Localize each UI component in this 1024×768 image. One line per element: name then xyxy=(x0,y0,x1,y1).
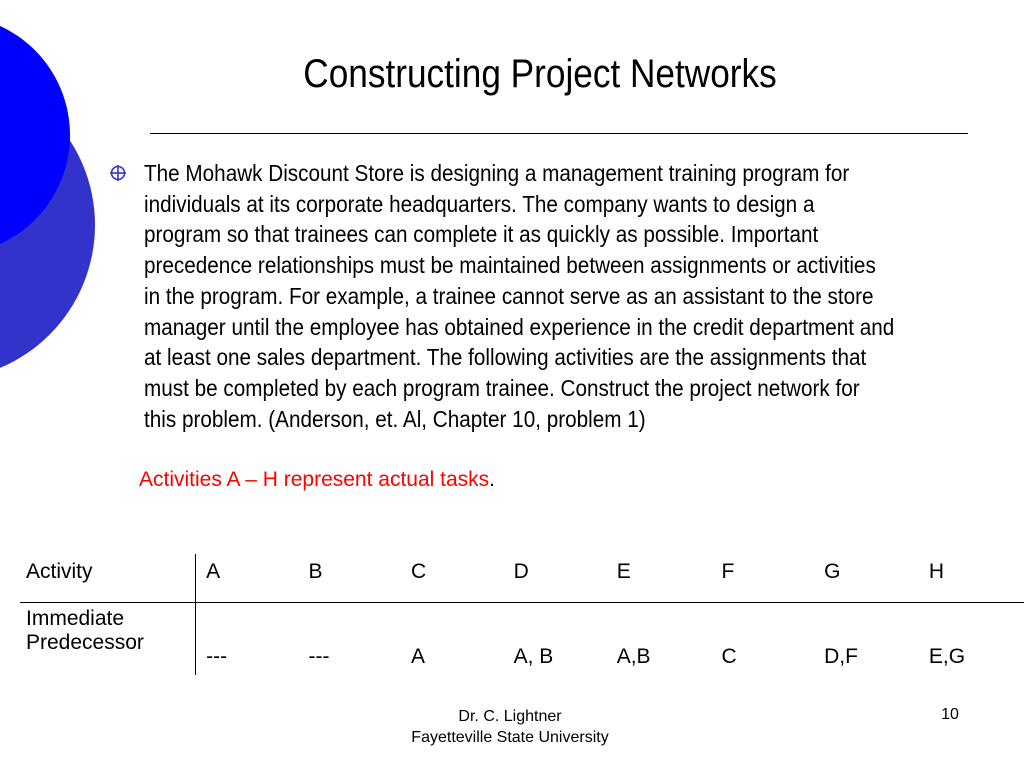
description-line: manager until the employee has obtained experience in the credit department and xyxy=(144,313,895,340)
activity-cell: H xyxy=(928,560,945,583)
activities-note-text: Activities A – H represent actual tasks xyxy=(139,468,490,491)
activity-cell: D xyxy=(513,560,529,583)
predecessor-cell: A,B xyxy=(607,603,712,676)
activities-note-period: . xyxy=(489,468,496,491)
crosshair-bullet-icon xyxy=(108,163,128,183)
slide-title: Constructing Project Networks xyxy=(303,52,777,96)
predecessor-label-line2: Predecessor xyxy=(26,631,144,654)
activity-cell: C xyxy=(410,560,427,583)
description-line: program so that trainees can complete it as quickly as possible. Important xyxy=(144,221,819,248)
footer-credit xyxy=(360,706,660,748)
description-line: in the program. For example, a trainee cannot serve as an assistant to the store xyxy=(144,282,874,309)
page-number: 10 xyxy=(941,706,959,723)
predecessor-row xyxy=(20,603,1024,676)
footer-institution: Fayetteville State University xyxy=(411,729,609,746)
activity-cell: G xyxy=(824,560,841,583)
footer-author: Dr. C. Lightner xyxy=(458,708,562,725)
predecessor-cell: A, B xyxy=(504,603,607,676)
activity-row-label: Activity xyxy=(20,554,196,603)
predecessor-cell: D,F xyxy=(814,603,919,676)
predecessor-cell: --- xyxy=(299,603,401,676)
description-line: The Mohawk Discount Store is designing a management training program for xyxy=(144,160,850,186)
description-line: this problem. (Anderson, et. Al, Chapter 10, problem 1) xyxy=(144,405,646,432)
description-line: precedence relationships must be maintained between assignments or activities xyxy=(144,252,876,279)
description-line: must be completed by each program trainee. Construct the project network for xyxy=(144,374,860,401)
predecessor-cell: E,G xyxy=(919,603,1024,676)
description-line: individuals at its corporate headquarters. The company wants to design a xyxy=(144,190,815,217)
predecessor-cell: A xyxy=(401,603,504,676)
problem-description xyxy=(144,158,936,434)
activity-row xyxy=(20,554,1024,603)
activity-cell: F xyxy=(721,560,735,583)
activity-cell: E xyxy=(616,560,631,583)
activity-cell: A xyxy=(206,560,221,583)
predecessor-cell: C xyxy=(711,603,814,676)
predecessor-row-label xyxy=(20,603,196,676)
predecessor-cell: --- xyxy=(196,603,299,676)
decorative-circles xyxy=(0,0,120,400)
predecessor-label-line1: Immediate xyxy=(26,607,125,630)
activity-cell: B xyxy=(308,560,323,583)
activities-note xyxy=(139,468,495,492)
activity-table xyxy=(20,554,1024,675)
description-line: at least one sales department. The following activities are the assignments that xyxy=(144,344,867,371)
title-underline xyxy=(150,133,968,134)
